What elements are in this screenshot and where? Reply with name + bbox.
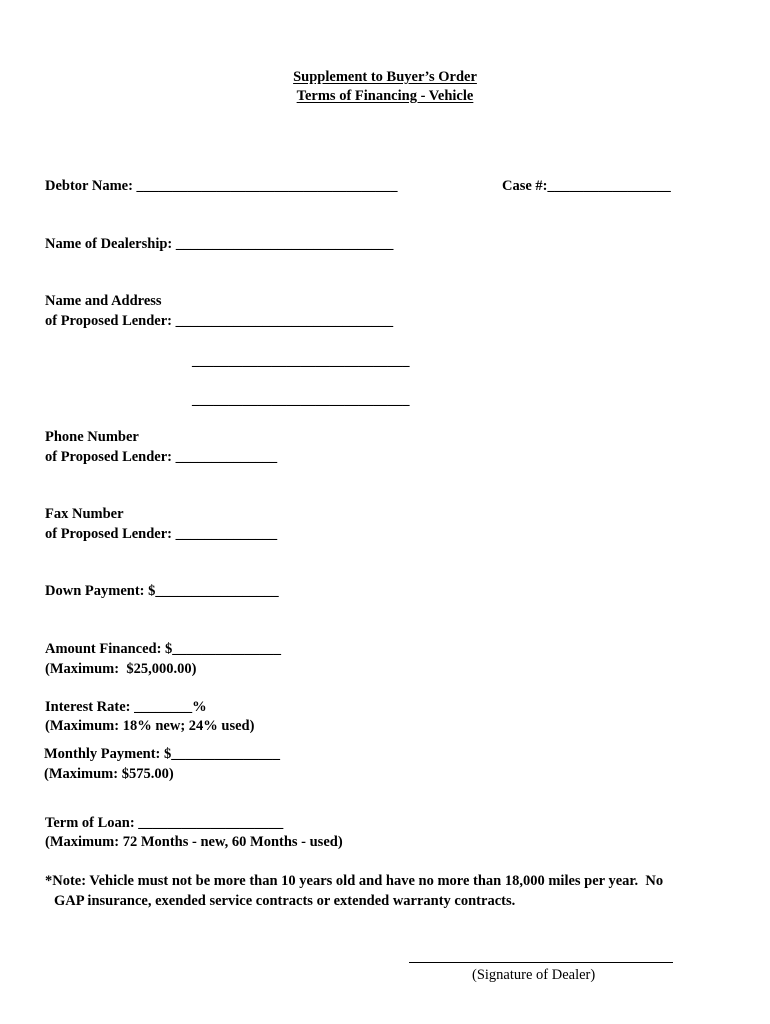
term-of-loan-max: (Maximum: 72 Months - new, 60 Months - used) [45,834,343,850]
lender-phone-label: Phone Number [45,429,139,445]
document-title: Supplement to Buyer’s Order [293,69,477,85]
monthly-payment-field[interactable]: Monthly Payment: $_______________ [44,746,281,762]
lender-address-line-3[interactable]: ______________________________ [192,392,410,408]
debtor-name-field[interactable]: Debtor Name: ____________________________________ [45,178,398,194]
lender-address-field[interactable]: of Proposed Lender: ______________________________ [45,313,394,329]
signature-line[interactable] [409,962,673,963]
interest-rate-max: (Maximum: 18% new; 24% used) [45,718,255,734]
term-of-loan-field[interactable]: Term of Loan: ____________________ [45,815,284,831]
amount-financed-field[interactable]: Amount Financed: $_______________ [45,641,282,657]
interest-rate-field[interactable]: Interest Rate: ________% [45,699,207,715]
document-subtitle: Terms of Financing - Vehicle [296,88,474,104]
lender-address-label: Name and Address [45,293,162,309]
dealership-field[interactable]: Name of Dealership: ______________________________ [45,236,394,252]
note-line-1: *Note: Vehicle must not be more than 10 years old and have no more than 18,000 miles per year. No [45,873,664,889]
lender-address-line-2[interactable]: ______________________________ [192,353,410,369]
down-payment-field[interactable]: Down Payment: $_________________ [45,583,279,599]
lender-phone-field[interactable]: of Proposed Lender: ______________ [45,449,278,465]
lender-fax-label: Fax Number [45,506,124,522]
monthly-payment-max: (Maximum: $575.00) [44,766,174,782]
amount-financed-max: (Maximum: $25,000.00) [45,661,197,677]
signature-label: (Signature of Dealer) [472,967,596,983]
lender-fax-field[interactable]: of Proposed Lender: ______________ [45,526,278,542]
note-line-2: GAP insurance, exended service contracts or extended warranty contracts. [54,893,516,909]
case-number-field[interactable]: Case #:_________________ [502,178,671,194]
